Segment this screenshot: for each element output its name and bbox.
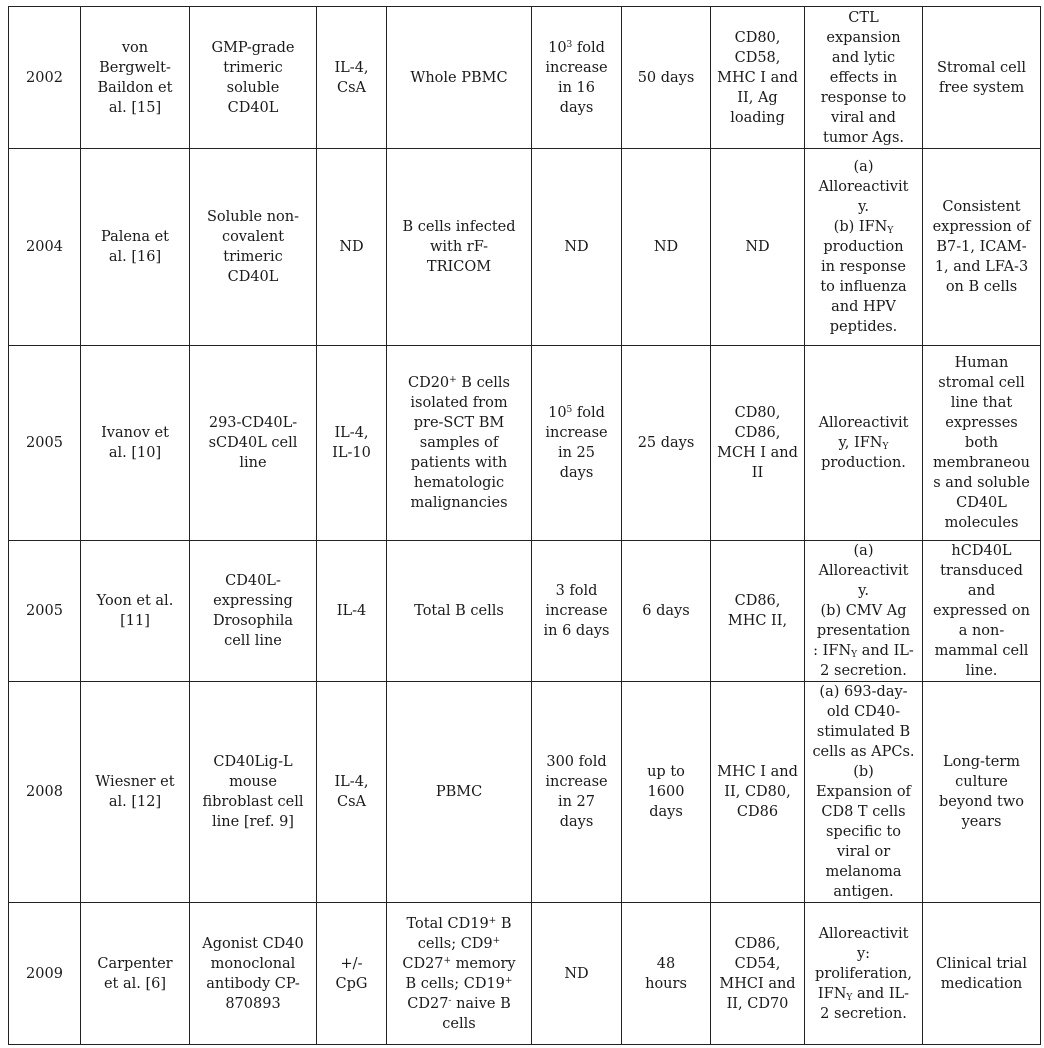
cell-year: 2002	[9, 7, 81, 149]
cell-notes: Stromal cell free system	[923, 7, 1041, 149]
cell-duration: 6 days	[622, 541, 711, 682]
cell-stimulus: Soluble non- covalent trimeric CD40L	[190, 149, 317, 346]
cell-phenotype: MHC I and II, CD80, CD86	[711, 682, 805, 903]
cell-stimulus: GMP-grade trimeric soluble CD40L	[190, 7, 317, 149]
cell-authors: Ivanov et al. [10]	[81, 346, 190, 541]
cell-source: Total CD19+ B cells; CD9+ CD27+ memory B cells; CD19+ CD27- naive B cells	[387, 903, 532, 1045]
cell-notes: Consistent expression of B7-1, ICAM- 1, and LFA-3 on B cells	[923, 149, 1041, 346]
cell-phenotype: CD86, MHC II,	[711, 541, 805, 682]
cell-source: CD20+ B cells isolated from pre-SCT BM samples of patients with hematologic malignancies	[387, 346, 532, 541]
cell-authors: Palena et al. [16]	[81, 149, 190, 346]
cell-year: 2004	[9, 149, 81, 346]
table-row	[9, 7, 1041, 149]
cell-cytokines: IL-4, CsA	[317, 7, 387, 149]
cell-function: (a) Alloreactivit y. (b) CMV Ag presentation : $IFN_Y$ and IL- 2 secretion.	[805, 541, 923, 682]
cell-function: (a) 693-day- old CD40- stimulated B cells as APCs. (b) Expansion of CD8 T cells specific to viral or melanoma antigen.	[805, 682, 923, 903]
cell-duration: 25 days	[622, 346, 711, 541]
cell-cytokines: +/- CpG	[317, 903, 387, 1045]
cell-expansion: 300 fold increase in 27 days	[532, 682, 622, 903]
cell-phenotype: CD86, CD54, MHCI and II, CD70	[711, 903, 805, 1045]
cell-expansion: ND	[532, 149, 622, 346]
cell-function: CTL expansion and lytic effects in response to viral and tumor Ags.	[805, 7, 923, 149]
cell-expansion: $10^3$ fold increase in 16 days	[532, 7, 622, 149]
cell-duration: up to 1600 days	[622, 682, 711, 903]
cell-cytokines: IL-4	[317, 541, 387, 682]
cell-stimulus: CD40L- expressing Drosophila cell line	[190, 541, 317, 682]
cell-function: Alloreactivit y: proliferation, $IFN_Y$ and IL- 2 secretion.	[805, 903, 923, 1045]
cell-function: Alloreactivit y, $IFN_Y$ production.	[805, 346, 923, 541]
table-row	[9, 149, 1041, 346]
cell-authors: Wiesner et al. [12]	[81, 682, 190, 903]
cell-phenotype: CD80, CD58, MHC I and II, Ag loading	[711, 7, 805, 149]
cell-phenotype: ND	[711, 149, 805, 346]
cell-cytokines: IL-4, CsA	[317, 682, 387, 903]
cell-notes: Human stromal cell line that expresses both membraneou s and soluble CD40L molecules	[923, 346, 1041, 541]
cell-phenotype: CD80, CD86, MCH I and II	[711, 346, 805, 541]
cell-source: Total B cells	[387, 541, 532, 682]
cell-authors: Carpenter et al. [6]	[81, 903, 190, 1045]
cell-duration: 50 days	[622, 7, 711, 149]
cell-stimulus: Agonist CD40 monoclonal antibody CP- 870893	[190, 903, 317, 1045]
table-row	[9, 346, 1041, 541]
cell-authors: von Bergwelt- Baildon et al. [15]	[81, 7, 190, 149]
cell-source: Whole PBMC	[387, 7, 532, 149]
cell-stimulus: 293-CD40L- sCD40L cell line	[190, 346, 317, 541]
cell-duration: 48 hours	[622, 903, 711, 1045]
cell-cytokines: ND	[317, 149, 387, 346]
cell-stimulus: CD40Lig-L mouse fibroblast cell line [ref. 9]	[190, 682, 317, 903]
cell-duration: ND	[622, 149, 711, 346]
cell-notes: hCD40L transduced and expressed on a non- mammal cell line.	[923, 541, 1041, 682]
cell-cytokines: IL-4, IL-10	[317, 346, 387, 541]
cell-year: 2005	[9, 346, 81, 541]
b-cell-expansion-table	[8, 6, 1041, 1045]
table-row	[9, 682, 1041, 903]
cell-notes: Long-term culture beyond two years	[923, 682, 1041, 903]
cell-function: (a) Alloreactivit y. (b) $IFN_Y$ production in response to influenza and HPV peptides.	[805, 149, 923, 346]
cell-year: 2009	[9, 903, 81, 1045]
cell-expansion: $10^5$ fold increase in 25 days	[532, 346, 622, 541]
table-row	[9, 541, 1041, 682]
cell-year: 2005	[9, 541, 81, 682]
cell-year: 2008	[9, 682, 81, 903]
cell-expansion: ND	[532, 903, 622, 1045]
cell-expansion: 3 fold increase in 6 days	[532, 541, 622, 682]
cell-notes: Clinical trial medication	[923, 903, 1041, 1045]
cell-authors: Yoon et al. [11]	[81, 541, 190, 682]
cell-source: PBMC	[387, 682, 532, 903]
table-row	[9, 903, 1041, 1045]
cell-source: B cells infected with rF- TRICOM	[387, 149, 532, 346]
